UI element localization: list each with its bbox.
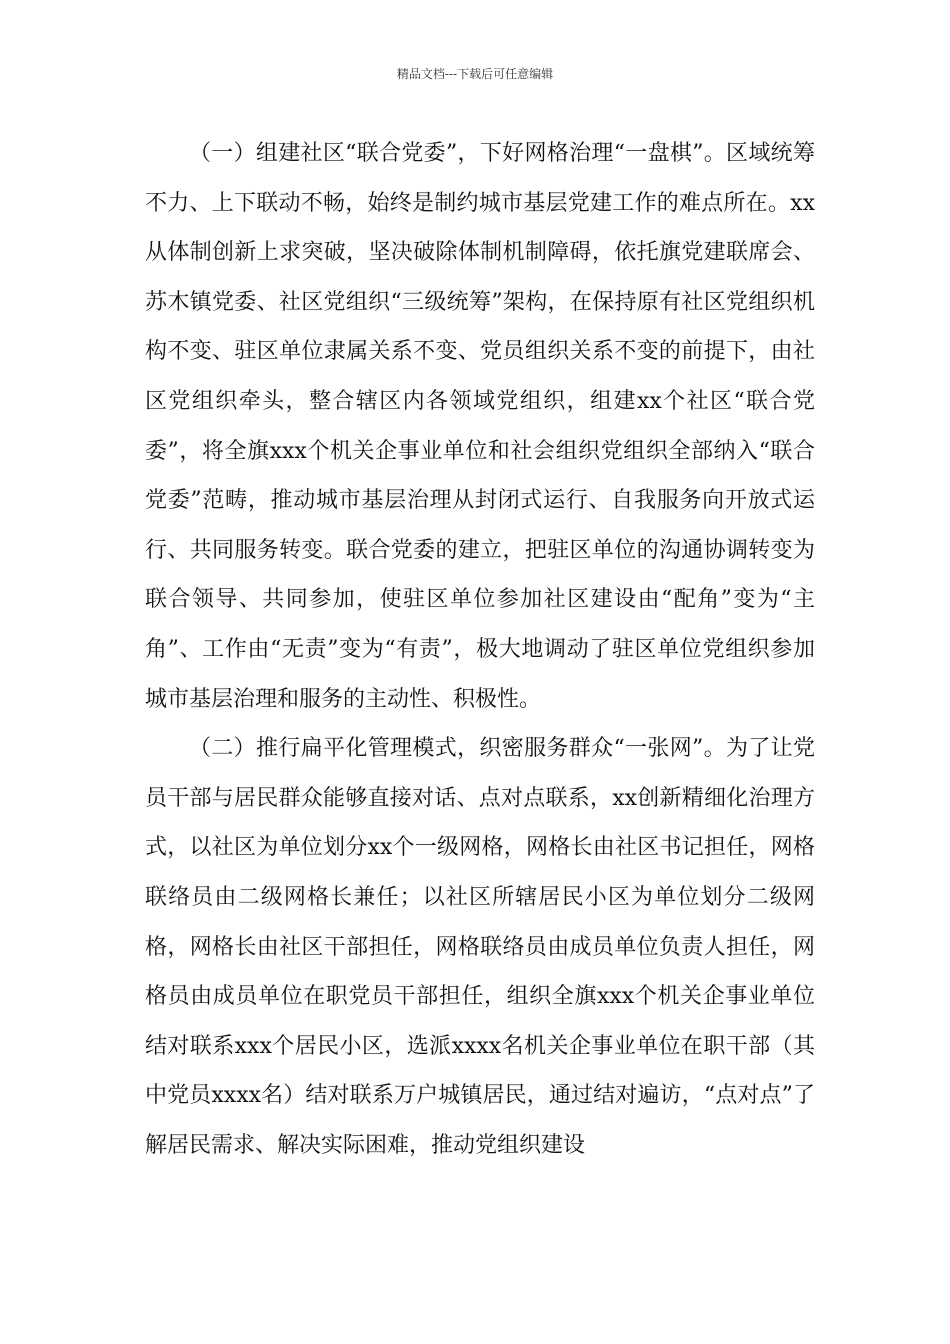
paragraph-1: （一）组建社区“联合党委”，下好网格治理“一盘棋”。区域统筹不力、上下联动不畅，始终是制约城市基层党建工作的难点所在。xx从体制创新上求突破，坚决破除体制机制障碍，依托旗党建联席会、苏木镇党委、社区党组织“三级统筹”架构，在保持原有社区党组织机构不变、驻区单位隶属关系不变、党员组织关系不变的前提下，由社区党组织牵头，整合辖区内各领域党组织，组建xx个社区“联合党委”，将全旗xxx个机关企事业单位和社会组织党组织全部纳入“联合党委”范畴，推动城市基层治理从封闭式运行、自我服务向开放式运行、共同服务转变。联合党委的建立，把驻区单位的沟通协调转变为联合领导、共同参加，使驻区单位参加社区建设由“配角”变为“主角”、工作由“无责”变为“有责”，极大地调动了驻区单位党组织参加城市基层治理和服务的主动性、积极性。 <box>145 141 815 712</box>
paragraph-2: （二）推行扁平化管理模式，织密服务群众“一张网”。为了让党员干部与居民群众能够直接对话、点对点联系，xx创新精细化治理方式，以社区为单位划分xx个一级网格，网格长由社区书记担任，网格联络员由二级网格长兼任；以社区所辖居民小区为单位划分二级网格，网格长由社区干部担任，网格联络员由成员单位负责人担任，网格员由成员单位在职党员干部担任，组织全旗xxx个机关企事业单位结对联系xxx个居民小区，选派xxxx名机关企事业单位在职干部（其中党员xxxx名）结对联系万户城镇居民，通过结对遍访，“点对点”了解居民需求、解决实际困难，推动党组织建设 <box>145 736 815 1158</box>
page-header: 精品文档---下载后可任意编辑 <box>396 67 554 81</box>
document-body <box>145 129 815 1170</box>
